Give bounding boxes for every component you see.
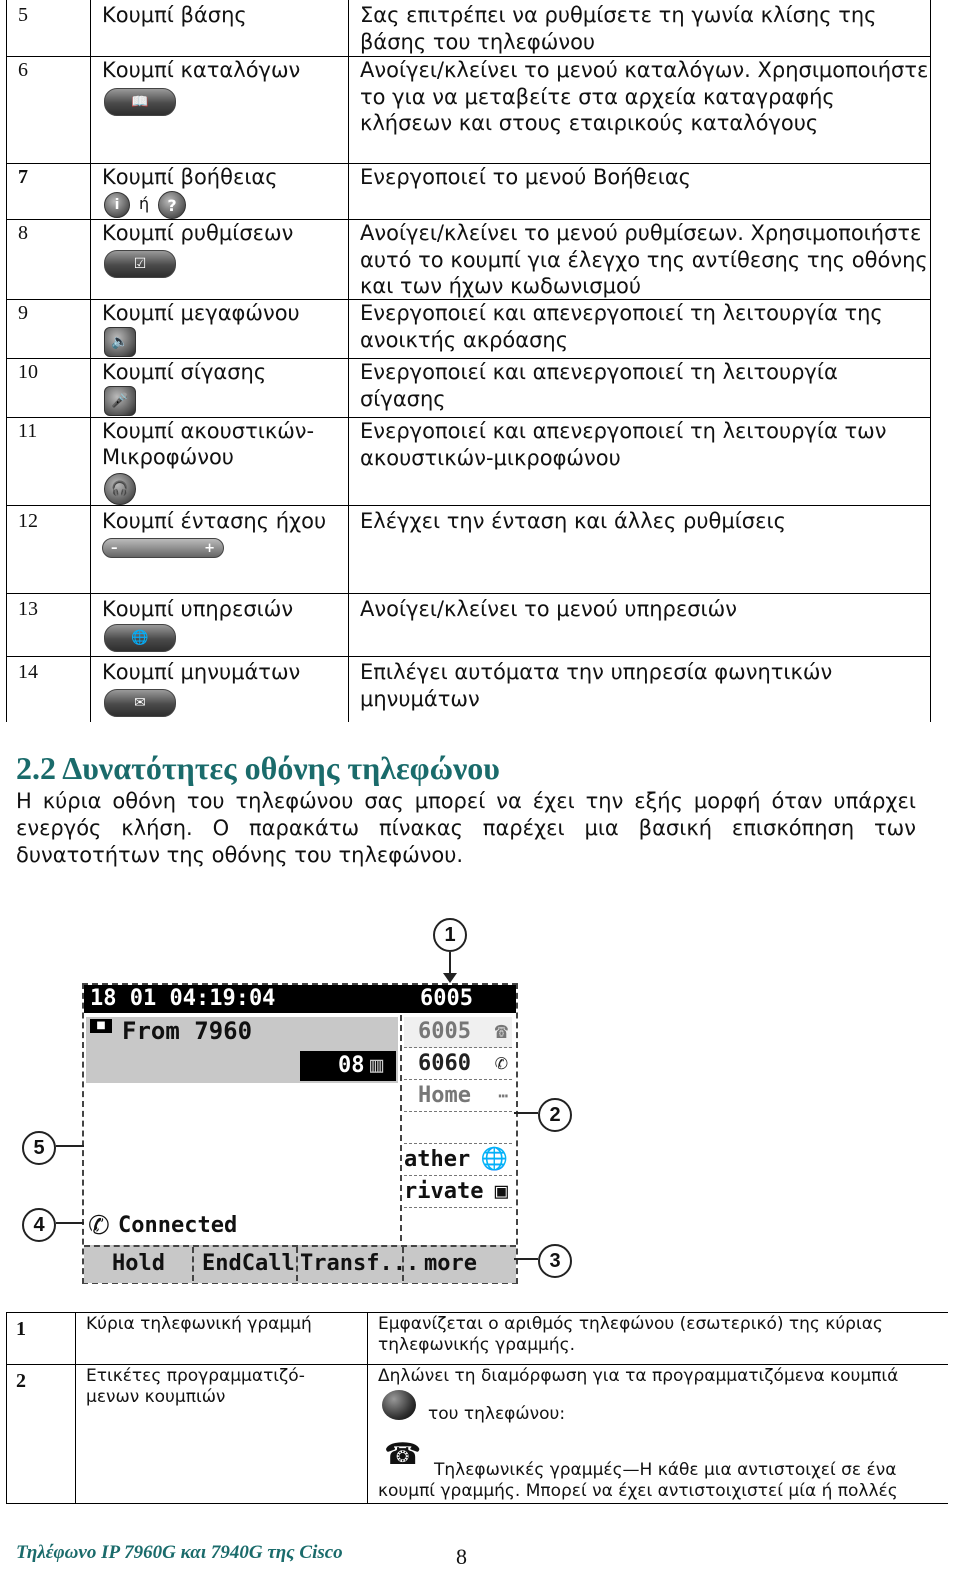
button-name: Κουμπί έντασης ήχου [102,509,327,533]
button-description: Ενεργοποιεί και απενεργοποιεί τη λειτουργία σίγασης [360,360,838,411]
footer-title: Τηλέφωνο IP 7960G και 7940G της Cisco [16,1542,343,1563]
line-button-1[interactable] [404,1017,512,1048]
section-intro: Η κύρια οθόνη του τηλεφώνου σας μπορεί να έχει την εξής μορφή όταν υπάρχει ενεργός κλήση. Ο παρακάτω πίνακας παρέχει μια βασική επισκόπηση των δυνατοτήτων της οθόνης του τηλεφώνου. [16,789,916,867]
callout-2: 2 [538,1098,572,1132]
callout-4: 4 [22,1208,56,1242]
line-button-3[interactable] [404,1081,512,1112]
call-timer-box [300,1051,396,1081]
display-header [84,985,516,1013]
line-label: 6060 [418,1051,471,1076]
help-question-icon: ? [158,191,186,219]
settings-check-icon: ☑ [104,250,176,278]
privacy-icon: ▣ [494,1179,508,1204]
button-description: Ελέγχει την ένταση και άλλες ρυθμίσεις [360,509,786,533]
phone-line-icon: ☎ [384,1437,422,1472]
phone-lines-description: Τηλεφωνικές γραμμές—Η κάθε μια αντιστοιχεί σε ένα κουμπί γραμμής. Μπορεί να έχει αντιστοιχιστεί μία ή πολλές [378,1460,898,1501]
line-label: Home [418,1083,471,1108]
services-globe-icon: 🌐 [104,624,176,652]
button-description: Ενεργοποιεί και απενεργοποιεί τη λειτουργία της ανοικτής ακρόασης [360,301,883,352]
volume-rocker-icon: – + [102,538,224,558]
button-description: Ανοίγει/κλείνει το μενού καταλόγων. Χρησιμοποιήστε το για να μεταβείτε στα αρχεία καταγραφής κλήσεων και στους εταιρικούς καταλόγους [360,58,929,135]
callout-3: 3 [538,1244,572,1278]
phone-display [82,983,518,1284]
callout-2-leader [514,1112,538,1114]
primary-line-number: 6005 [420,986,473,1011]
button-name: Κουμπί ακουστικών-Μικροφώνου [102,419,315,469]
row-number: 12 [18,510,38,532]
info-icon: i [104,192,130,218]
call-timer: 08 [338,1053,365,1078]
feature-label: Ετικέτες προγραμματιζό-μενων κουμπιών [86,1366,305,1407]
feature-description: Εμφανίζεται ο αριθμός τηλεφώνου (εσωτερικό) της κύριας τηλεφωνικής γραμμής. [378,1314,883,1355]
line-label: ather [404,1147,471,1172]
callout-5: 5 [22,1131,56,1165]
signal-icon: ▥ [370,1053,384,1078]
line-button-2[interactable] [404,1049,512,1080]
arrow-down-icon [443,973,457,983]
button-description: Σας επιτρέπει να ρυθμίσετε τη γωνία κλίσης της βάσης του τηλεφώνου [360,3,877,54]
row-number: 9 [18,302,28,324]
speaker-icon: 🔈 [104,327,136,357]
button-description: Ενεργοποιεί το μενού Βοήθειας [360,165,692,189]
feature-description-cont: του τηλεφώνου: [428,1404,566,1424]
handset-offhook-icon: ✆ [494,1051,508,1076]
feature-description: Δηλώνει τη διαμόρφωση για τα προγραμματιζόμενα κουμπιά [378,1366,899,1386]
row-number: 11 [18,420,38,442]
line-label: 6005 [418,1019,471,1044]
row-number: 1 [16,1318,26,1340]
datetime: 18 01 04:19:04 [90,986,276,1011]
globe-icon: 🌐 [480,1147,508,1172]
row-number: 7 [18,166,28,188]
button-name: Κουμπί καταλόγων [102,58,301,82]
handset-icon: ✆ [88,1211,110,1241]
softkey-more[interactable]: more [424,1251,477,1276]
softkey-divider [192,1247,194,1281]
button-name: Κουμπί σίγασης [102,360,267,384]
line-button-4[interactable] [404,1113,512,1144]
row-number: 8 [18,222,28,244]
line-button-6[interactable] [404,1177,512,1208]
call-state: Connected [118,1213,238,1238]
row-number: 14 [18,661,38,683]
callout-4-leader [56,1222,84,1224]
programmable-button-icon [382,1390,416,1420]
callout-1: 1 [433,918,467,952]
line-button-5[interactable] [404,1145,512,1176]
softkey-hold[interactable]: Hold [112,1251,165,1276]
feature-label: Κύρια τηλεφωνική γραμμή [86,1314,312,1334]
button-name: Κουμπί ρυθμίσεων [102,221,294,245]
messages-envelope-icon: ✉ [104,689,176,717]
button-name: Κουμπί μηνυμάτων [102,660,301,684]
section-heading: 2.2 Δυνατότητες οθόνης τηλεφώνου [16,750,500,786]
button-description: Ανοίγει/κλείνει το μενού υπηρεσιών [360,597,737,621]
headset-icon: 🎧 [104,473,136,505]
page-number: 8 [456,1544,467,1569]
row-number: 13 [18,598,38,620]
call-status-line [86,1211,398,1241]
row-number: 6 [18,59,28,81]
call-line-icon: ■ [90,1019,112,1033]
softkey-transfer[interactable]: Transf... [300,1251,420,1276]
divider [400,1015,402,1241]
button-description: Επιλέγει αυτόματα την υπηρεσία φωνητικών μηνυμάτων [360,660,833,711]
speed-dial-icon: ⋯ [498,1086,508,1105]
row-number: 10 [18,361,38,383]
line-label: rivate [404,1179,484,1204]
button-description: Ανοίγει/κλείνει το μενού ρυθμίσεων. Χρησιμοποιήστε αυτό το κουμπί για έλεγχο της αντίθεσης της οθόνης και των ήχων κωδωνισμού [360,221,928,298]
row-number: 5 [18,4,28,26]
row-number: 2 [16,1370,26,1392]
mute-microphone-icon: 🎤 [104,386,136,416]
softkey-endcall[interactable]: EndCall [202,1251,295,1276]
softkey-divider [296,1247,298,1281]
button-name: Κουμπί μεγαφώνου [102,301,300,325]
directories-book-icon: 📖 [104,88,176,116]
softkey-bar [84,1245,516,1283]
button-name: Κουμπί βοήθειας [102,165,278,189]
button-name: Κουμπί βάσης [102,3,247,27]
phone-icon: ☎ [494,1019,508,1044]
active-call-panel [86,1017,398,1083]
or-label: ή [139,194,150,213]
button-description: Ενεργοποιεί και απενεργοποιεί τη λειτουργία των ακουστικών-μικροφώνου [360,419,887,470]
callout-5-leader [56,1145,84,1147]
softkey-divider [402,1247,404,1281]
callout-3-leader [514,1258,538,1260]
caller-id: From 7960 [122,1017,253,1045]
button-name: Κουμπί υπηρεσιών [102,597,294,621]
